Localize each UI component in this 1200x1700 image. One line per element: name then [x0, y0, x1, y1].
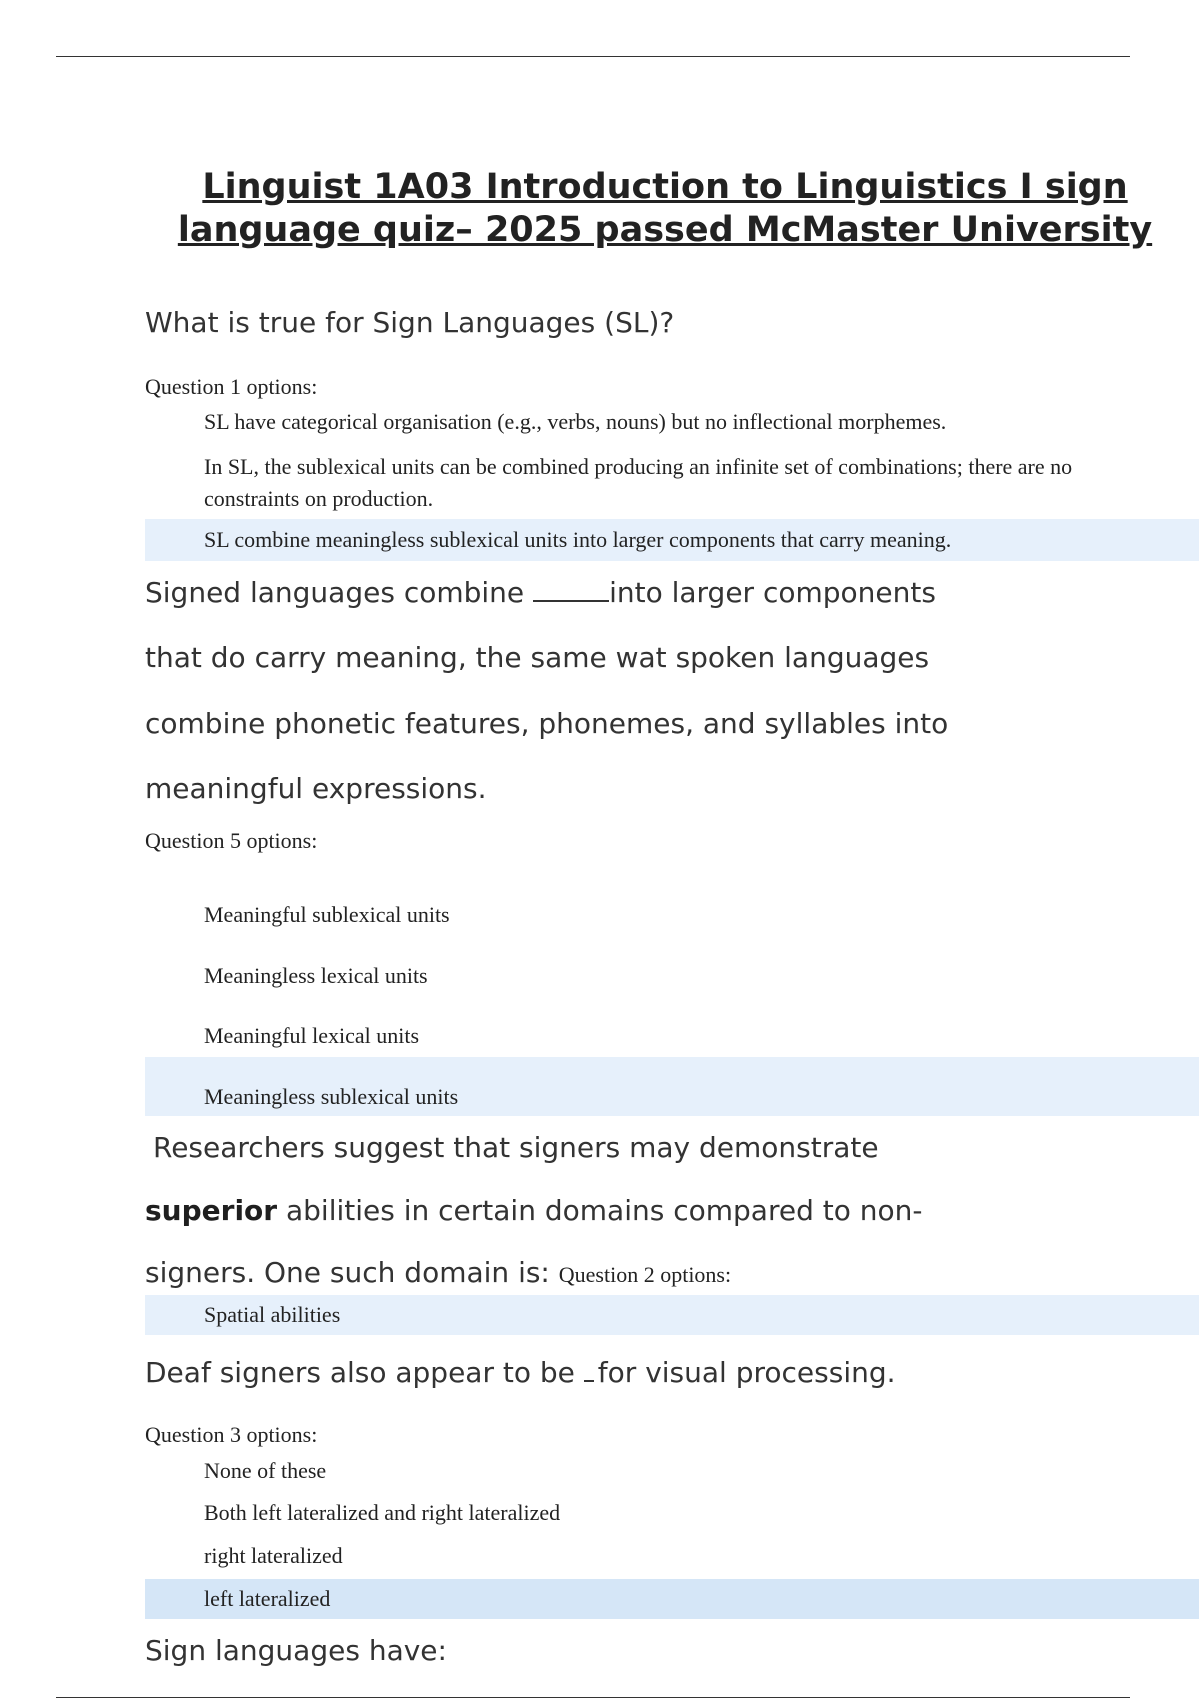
question-4-text: Sign languages have: [145, 1634, 447, 1667]
question-2-text-line-3 [145, 1256, 731, 1289]
question-3-text-b: for visual processing. [597, 1356, 896, 1389]
question-2-text-line-2-rest: abilities in certain domains compared to non- [277, 1194, 923, 1227]
page-title: Linguist 1A03 Introduction to Linguistics I sign language quiz– 2025 passed McMaster University [177, 167, 1153, 250]
question-5-text-line-1b: into larger components [609, 576, 936, 609]
question-5-text-line-3: combine phonetic features, phonemes, and syllables into [145, 707, 949, 740]
question-3-text-a: Deaf signers also appear to be [145, 1356, 584, 1389]
question-3-option-1[interactable]: None of these [204, 1458, 327, 1483]
question-2-text-line-1: Researchers suggest that signers may demonstrate [153, 1131, 879, 1164]
question-1-option-1[interactable]: SL have categorical organisation (e.g., verbs, nouns) but no inflectional morphemes. [204, 409, 947, 434]
question-1-options-label: Question 1 options: [145, 374, 318, 399]
question-5-text-line-2: that do carry meaning, the same wat spoken languages [145, 641, 930, 674]
question-3-option-2[interactable]: Both left lateralized and right lateralized [204, 1500, 561, 1525]
question-5-text-line-4: meaningful expressions. [145, 772, 487, 805]
answer-blank [533, 599, 609, 602]
question-2-emphasis: superior [145, 1194, 278, 1227]
question-1-option-3-selected[interactable]: SL combine meaningless sublexical units into larger components that carry meaning. [145, 519, 1199, 561]
question-5-option-4-selected[interactable]: Meaningless sublexical units [145, 1057, 1199, 1116]
question-5-option-3[interactable]: Meaningful lexical units [204, 1023, 420, 1048]
question-2-option-1-selected[interactable]: Spatial abilities [145, 1295, 1199, 1335]
question-2-options-label: Question 2 options: [558, 1262, 732, 1287]
footer-rule [56, 1697, 1130, 1698]
question-5-text-line-1a: Signed languages combine [145, 576, 534, 609]
question-1-text: What is true for Sign Languages (SL)? [145, 306, 675, 339]
question-5-option-1[interactable]: Meaningful sublexical units [204, 902, 450, 927]
question-5-options-label: Question 5 options: [145, 828, 318, 853]
question-2-text-line-2 [145, 1194, 922, 1227]
question-3-option-3[interactable]: right lateralized [204, 1543, 343, 1568]
header-rule [56, 56, 1130, 57]
question-3-options-label: Question 3 options: [145, 1422, 318, 1447]
question-3-option-4-selected[interactable]: left lateralized [145, 1579, 1199, 1619]
question-1-option-2[interactable]: In SL, the sublexical units can be combined producing an infinite set of combinations; there are no constraints on production. [204, 454, 1073, 511]
answer-blank [584, 1379, 594, 1382]
question-2-text-line-3-main: signers. One such domain is: [145, 1256, 559, 1289]
question-5-option-2[interactable]: Meaningless lexical units [204, 963, 428, 988]
question-5-text-line-1 [145, 576, 936, 609]
question-3-text [145, 1356, 896, 1389]
